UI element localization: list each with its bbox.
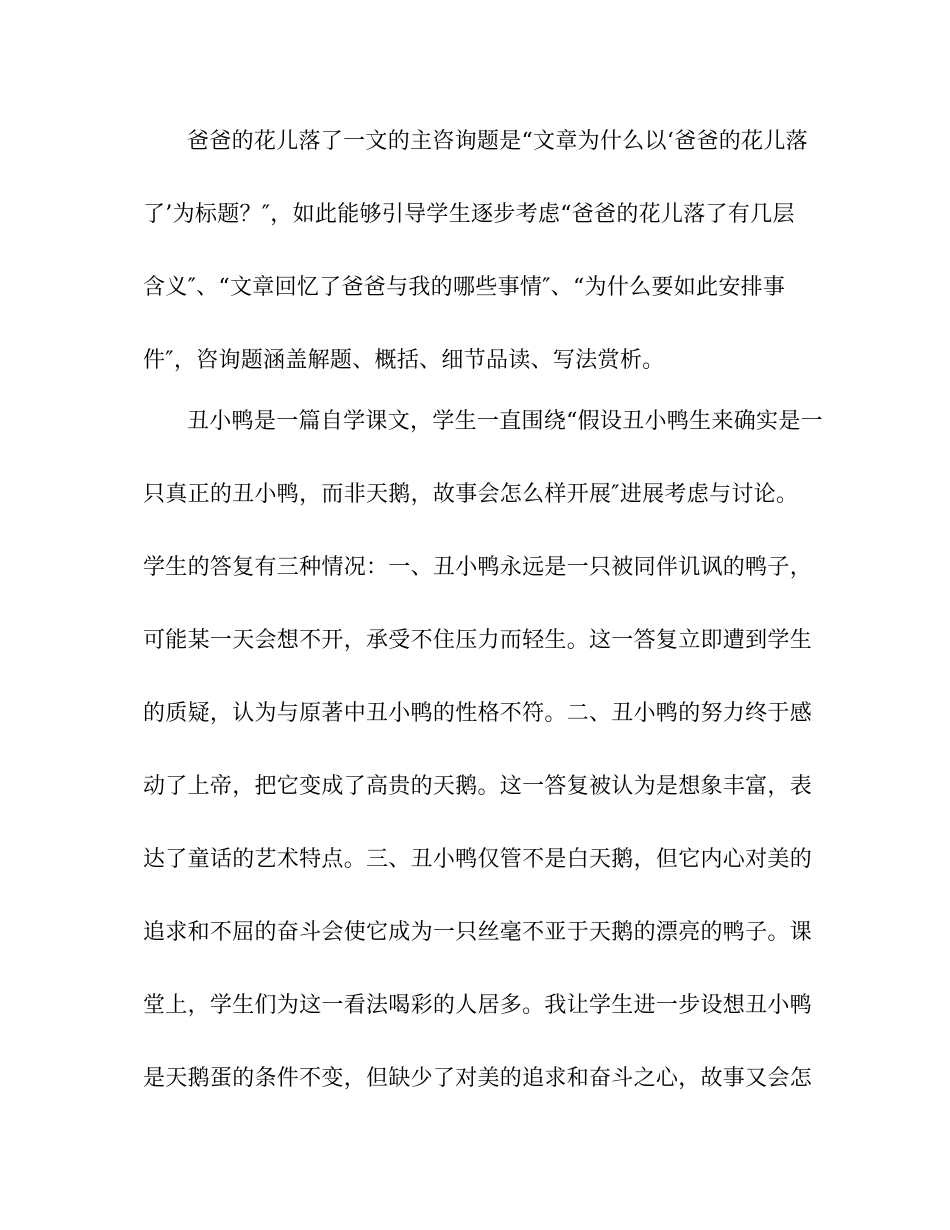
paragraph-1-line-1: 爸爸的花儿落了一文的主咨询题是“文章为什么以‘爸爸的花儿落 <box>187 129 808 154</box>
paragraph-2-line-3: 学生的答复有三种情况：一、丑小鸭永远是一只被同伴讥讽的鸭子， <box>143 555 813 580</box>
paragraph-1-line-4: 件″，咨询题涵盖解题、概括、细节品读、写法赏析。 <box>143 348 665 373</box>
paragraph-2-line-1: 丑小鸭是一篇自学课文，学生一直围绕“假设丑小鸭生来确实是一 <box>187 409 823 434</box>
paragraph-2-line-6: 动了上帝，把它变成了高贵的天鹅。这一答复被认为是想象丰富，表 <box>143 774 813 799</box>
paragraph-1-line-2: 了’为标题？″，如此能够引导学生逐步考虑“爸爸的花儿落了有几层 <box>143 202 795 227</box>
paragraph-1-line-3: 含义″、“文章回忆了爸爸与我的哪些事情″、“为什么要如此安排事 <box>143 275 786 300</box>
paragraph-2-line-2: 只真正的丑小鸭，而非天鹅，故事会怎么样开展″进展考虑与讨论。 <box>143 482 799 507</box>
paragraph-2-line-4: 可能某一天会想不开，承受不住压力而轻生。这一答复立即遭到学生 <box>143 628 813 653</box>
paragraph-2-line-9: 堂上，学生们为这一看法喝彩的人居多。我让学生进一步设想丑小鸭 <box>143 993 813 1018</box>
paragraph-2-line-10: 是天鹅蛋的条件不变，但缺少了对美的追求和奋斗之心，故事又会怎 <box>143 1066 813 1091</box>
paragraph-2-line-7: 达了童话的艺术特点。三、丑小鸭仅管不是白天鹅，但它内心对美的 <box>143 847 813 872</box>
paragraph-2-line-5: 的质疑，认为与原著中丑小鸭的性格不符。二、丑小鸭的努力终于感 <box>143 701 813 726</box>
paragraph-2-line-8: 追求和不屈的奋斗会使它成为一只丝毫不亚于天鹅的漂亮的鸭子。课 <box>143 920 813 945</box>
